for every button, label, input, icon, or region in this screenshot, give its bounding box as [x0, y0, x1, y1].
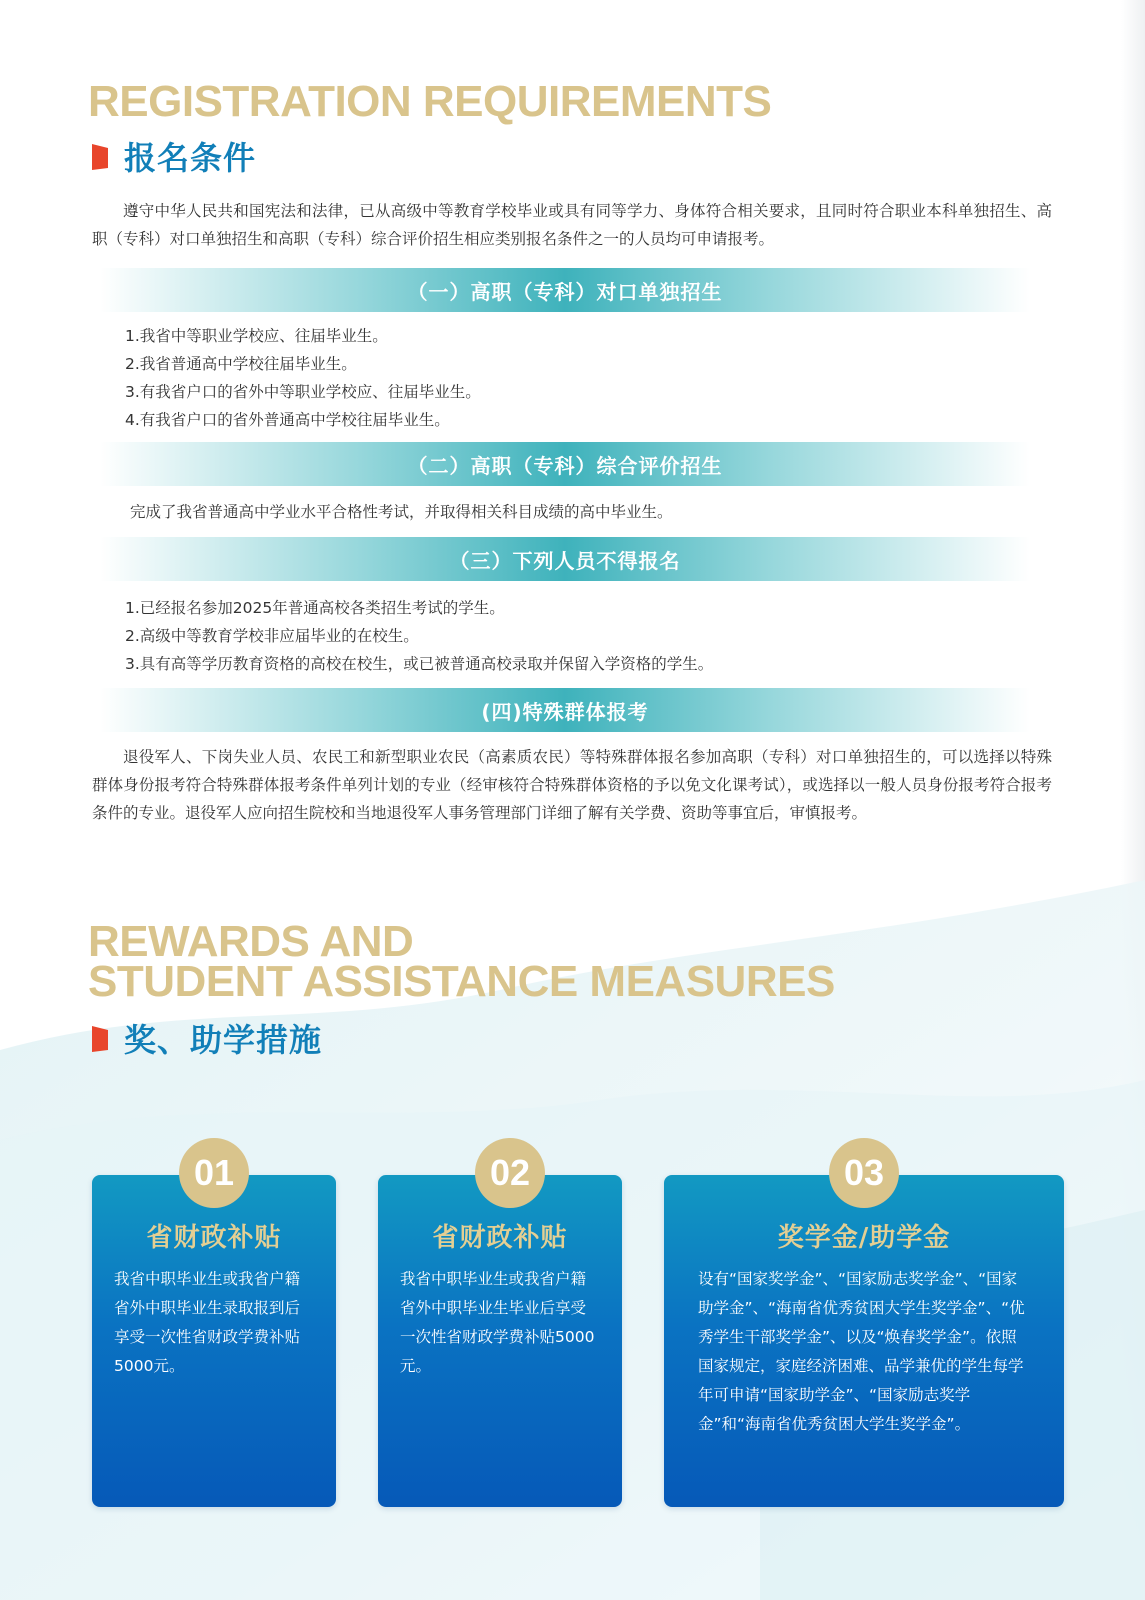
section-text: 完成了我省普通高中学业水平合格性考试，并取得相关科目成绩的高中毕业生。	[130, 503, 673, 521]
section-heading: （三）下列人员不得报名	[449, 548, 681, 573]
section-heading-band	[100, 537, 1030, 581]
list-item: 3.有我省户口的省外中等职业学校应、往届毕业生。	[125, 383, 481, 401]
reward-card	[664, 1175, 1064, 1507]
section-list	[125, 322, 481, 434]
list-item: 2.高级中等教育学校非应届毕业的在校生。	[125, 627, 419, 645]
section-list	[125, 594, 713, 678]
reward-card	[378, 1175, 622, 1507]
reward-card-text: 我省中职毕业生或我省户籍省外中职毕业生录取报到后享受一次性省财政学费补贴5000元。	[114, 1270, 301, 1375]
reward-number-badge: 03	[829, 1138, 899, 1208]
reward-card-text: 我省中职毕业生或我省户籍省外中职毕业生毕业后享受一次性省财政学费补贴5000元。	[400, 1270, 595, 1375]
rewards-title-cn	[92, 1018, 322, 1058]
reward-card	[92, 1175, 336, 1507]
registration-title-cn	[92, 136, 256, 176]
section-heading: （一）高职（专科）对口单独招生	[407, 279, 723, 304]
list-item: 1.已经报名参加2025年普通高校各类招生考试的学生。	[125, 599, 505, 617]
section-heading-band	[100, 442, 1030, 486]
section-heading: (四)特殊群体报考	[481, 699, 649, 724]
list-item: 2.我省普通高中学校往届毕业生。	[125, 355, 357, 373]
section-heading-band	[100, 688, 1030, 732]
section-marker-icon	[92, 142, 108, 170]
list-item: 1.我省中等职业学校应、往届毕业生。	[125, 327, 388, 345]
reward-card-title: 省财政补贴	[432, 1223, 568, 1253]
reward-card-title: 省财政补贴	[146, 1223, 282, 1253]
reward-card-title: 奖学金/助学金	[777, 1223, 951, 1253]
section-heading-band	[100, 268, 1030, 312]
rewards-title-en: REWARDS AND STUDENT ASSISTANCE MEASURES	[88, 917, 835, 1006]
reward-number-badge: 02	[475, 1138, 545, 1208]
list-item: 4.有我省户口的省外普通高中学校往届毕业生。	[125, 411, 450, 429]
section-marker-icon	[92, 1024, 108, 1052]
registration-intro: 遵守中华人民共和国宪法和法律，已从高级中等教育学校毕业或具有同等学力、身体符合相关要求，且同时符合职业本科单独招生、高职（专科）对口单独招生和高职（专科）综合评价招生相应类别报名条件之一的人员均可申请报考。	[92, 202, 1052, 248]
section-heading: （二）高职（专科）综合评价招生	[407, 453, 723, 478]
list-item: 3.具有高等学历教育资格的高校在校生，或已被普通高校录取并保留入学资格的学生。	[125, 655, 714, 673]
reward-number-badge: 01	[179, 1138, 249, 1208]
registration-title-cn-text: 报名条件	[124, 139, 257, 177]
section-text: 退役军人、下岗失业人员、农民工和新型职业农民（高素质农民）等特殊群体报名参加高职（专科）对口单独招生的，可以选择以特殊群体身份报考符合特殊群体报考条件单列计划的专业（经审核符合特殊群体资格的予以免文化课考试），或选择以一般人员身份报考符合报考条件的专业。退役军人应向招生院校和当地退役军人事务管理部门详细了解有关学费、资助等事宜后，审慎报考。	[92, 748, 1052, 822]
rewards-title-cn-text: 奖、助学措施	[124, 1021, 323, 1059]
registration-title-en: REGISTRATION REQUIREMENTS	[88, 77, 772, 126]
reward-card-text: 设有“国家奖学金”、“国家励志奖学金”、“国家助学金”、“海南省优秀贫困大学生奖学金”、“优秀学生干部奖学金”、以及“焕春奖学金”。依照国家规定，家庭经济困难、品学兼优的学生每学年可申请“国家助学金”、“国家励志奖学金”和“海南省优秀贫困大学生奖学金”。	[698, 1270, 1025, 1433]
